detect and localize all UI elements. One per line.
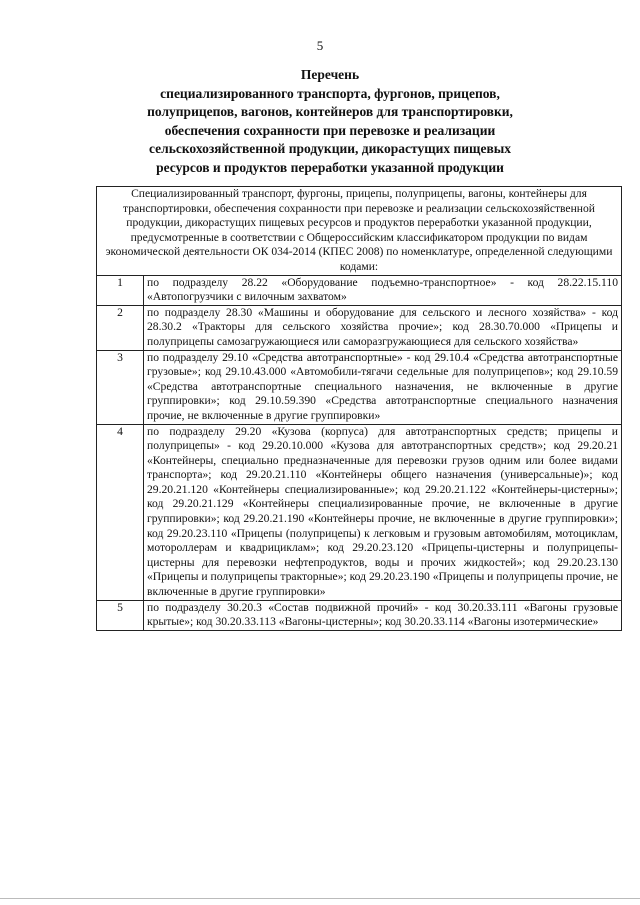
title-line: полуприцепов, вагонов, контейнеров для транспортировки,: [147, 104, 513, 119]
row-text: по подразделу 28.30 «Машины и оборудование для сельского и лесного хозяйства» - код 28.30.2 «Тракторы для сельского хозяйства прочие»; код 28.30.70.000 «Прицепы и полуприцепы самозагружающиеся или саморазгружающиеся для сельского хозяйства»: [144, 305, 622, 350]
row-text: по подразделу 30.20.3 «Состав подвижной прочий» - код 30.20.33.111 «Вагоны грузовые крытые»; код 30.20.33.113 «Вагоны-цистерны»; код 30.20.33.114 «Вагоны изотермические»: [144, 600, 622, 630]
table-row: [97, 275, 622, 305]
row-number: 1: [97, 275, 144, 305]
title-line: сельскохозяйственной продукции, дикорастущих пищевых: [148, 141, 512, 156]
row-number: 4: [97, 424, 144, 600]
row-number: 2: [97, 305, 144, 350]
document-title: [70, 66, 590, 177]
table-row: [97, 350, 622, 424]
table-row: [97, 424, 622, 600]
page-bottom-edge: [0, 898, 640, 899]
row-number: 3: [97, 350, 144, 424]
title-line: обеспечения сохранности при перевозке и реализации: [164, 122, 496, 138]
row-number: 5: [97, 600, 144, 630]
table-row: [97, 600, 622, 630]
title-line: ресурсов и продуктов переработки указанной продукции: [156, 159, 504, 175]
table-row: [97, 305, 622, 350]
table-header: Специализированный транспорт, фургоны, прицепы, полуприцепы, вагоны, контейнеры для транспортировки, обеспечения сохранности при перевозке и реализации сельскохозяйственной продукции, дикорастущих пищевых ресурсов и продуктов переработки указанной продукции, предусмотренные в соответствии с Общероссийским классификатором продукции по видам экономической деятельности ОК 034-2014 (КПЕС 2008) по номенклатуре, определенной следующими кодами:: [97, 187, 622, 276]
title-line: Перечень: [300, 67, 360, 82]
row-text: по подразделу 29.10 «Средства автотранспортные» - код 29.10.4 «Средства автотранспортные грузовые»; код 29.10.43.000 «Автомобили-тягачи седельные для полуприцепов»; код 29.10.59 «Средства автотранспортные специального назначения, не включенные в другие группировки»; код 29.10.59.390 «Средства автотранспортные специального назначения прочие, не включенные в другие группировки»: [144, 350, 622, 424]
row-text: по подразделу 29.20 «Кузова (корпуса) для автотранспортных средств; прицепы и полуприцепы» - код 29.20.10.000 «Кузова для автотранспортных средств»; код 29.20.21 «Контейнеры, специально предназначенные для перевозки грузов одним или более видами транспорта»; код 29.20.21.110 «Контейнеры общего назначения (универсальные)»; код 29.20.21.120 «Контейнеры специализированные»; код 29.20.21.122 «Контейнеры-цистерны»; код 29.20.21.129 «Контейнеры специализированные прочие, не включенные в другие группировки»; код 29.20.21.190 «Контейнеры прочие, не включенные в другие группировки»; код 29.20.23.110 «Прицепы (полуприцепы) к легковым и грузовым автомобилям, мотоциклам, мотороллерам и квадрициклам»; код 29.20.23.120 «Прицепы-цистерны и полуприцепы-цистерны для перевозки нефтепродуктов, воды и прочих жидкостей»; код 29.20.23.130 «Прицепы и полуприцепы тракторные»; код 29.20.23.190 «Прицепы и полуприцепы прочие, не включенные в другие группировки»: [144, 424, 622, 600]
row-text: по подразделу 28.22 «Оборудование подъемно-транспортное» - код 28.22.15.110 «Автопогрузчики с вилочным захватом»: [144, 275, 622, 305]
title-line: специализированного транспорта, фургонов, прицепов,: [160, 85, 500, 101]
page-number: 5: [316, 38, 324, 53]
table-header-row: [97, 187, 622, 276]
codes-table: [96, 186, 622, 631]
